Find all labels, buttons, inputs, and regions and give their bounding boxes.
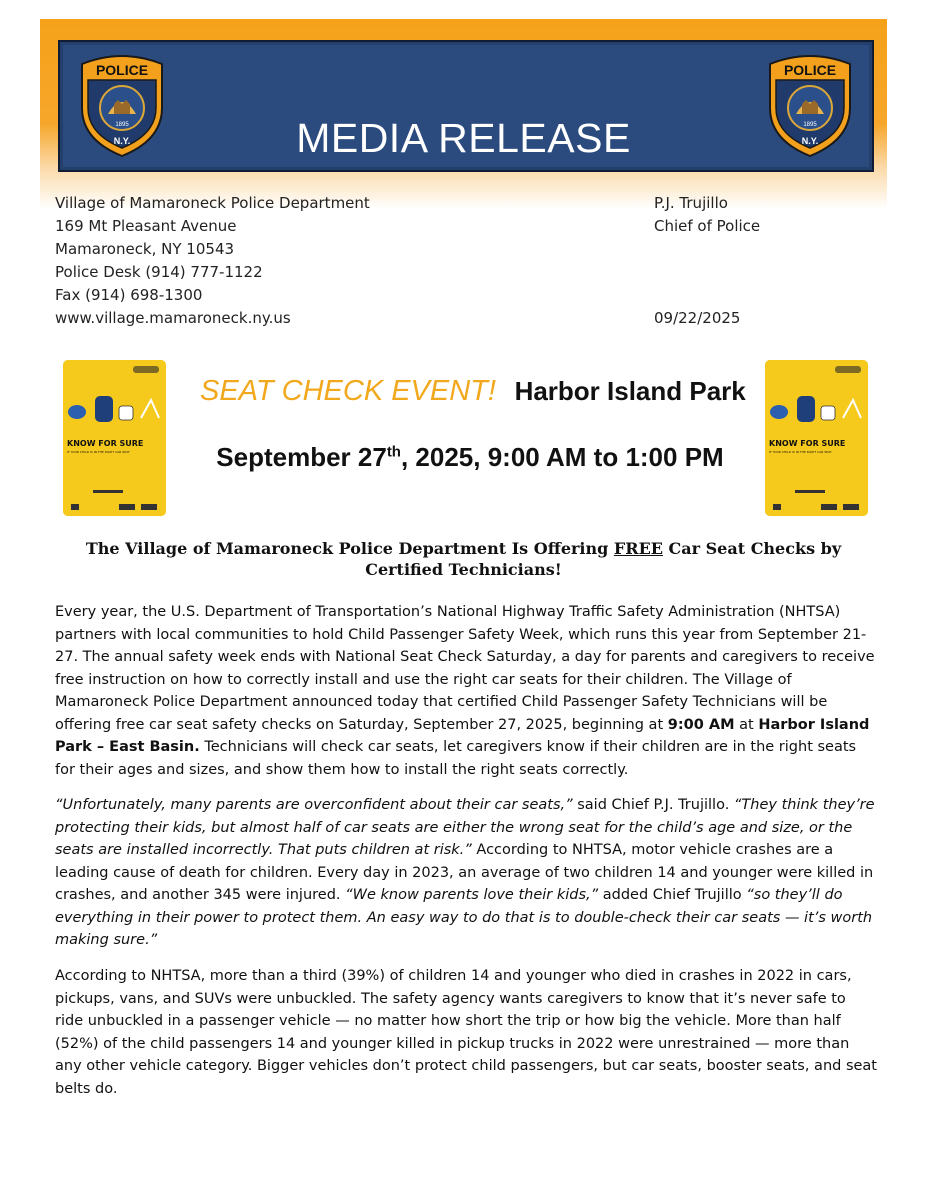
event-title-line <box>200 375 746 408</box>
contact-block <box>55 192 370 330</box>
badge-top-text: POLICE <box>95 62 149 78</box>
p2-quote-4: “so they’ll do everything in their power to protect them. An easy way to do that is to double-check their car seats — it’s worth making sure.” <box>55 887 873 948</box>
headline-text-1: The Village of Mamaroneck Police Department Is Offering <box>85 539 614 558</box>
police-badge-left <box>74 50 170 158</box>
p1-text-a: Every year, the U.S. Department of Transportation’s National Highway Traffic Safety Administration (NHTSA) partners with local communities to hold Child Passenger Safety Week, which runs this year from September 21-27. The annual safety week ends with National Seat Check Saturday, a day for parents and caregivers to receive free instruction on how to correctly install and use the right car seats for their children. The Village of Mamaroneck Police Department announced today that certified Child Passenger Safety Technicians will be offering free car seat safety checks on Saturday, September 27, 2025, beginning at <box>55 604 875 733</box>
car-seat-poster-right <box>765 360 868 516</box>
body-paragraph-1 <box>55 601 877 781</box>
event-location: Harbor Island Park <box>514 376 746 406</box>
police-desk-phone: Police Desk (914) 777-1122 <box>55 263 263 281</box>
badge-state-text: N.Y. <box>801 136 819 146</box>
p2-quote-1: “Unfortunately, many parents are overconfident about their car seats,” <box>55 797 573 813</box>
page-title: MEDIA RELEASE <box>296 115 631 161</box>
p2-quote-2: “They think they’re protecting their kids, but almost half of car seats are either the wrong seat for the child’s age and size, or the seats are installed incorrectly. That puts children at risk.” <box>55 797 875 858</box>
event-time: , 2025, 9:00 AM to 1:00 PM <box>400 442 724 472</box>
poster-subline: IF YOUR CHILD IS IN THE RIGHT CAR SEAT <box>769 450 832 454</box>
p1-text-b: at <box>734 716 759 733</box>
p2-text-3: added Chief Trujillo <box>598 887 747 903</box>
poster-subline: IF YOUR CHILD IS IN THE RIGHT CAR SEAT <box>67 450 130 454</box>
p1-start-time: 9:00 AM <box>667 716 735 733</box>
p2-quote-3: “We know parents love their kids,” <box>345 887 599 903</box>
badge-year-text: 1895 <box>803 122 817 128</box>
street-address: 169 Mt Pleasant Avenue <box>55 217 237 235</box>
chief-name: P.J. Trujillo <box>654 194 728 212</box>
chief-title: Chief of Police <box>654 217 761 235</box>
event-date: September 27 <box>216 442 387 472</box>
event-date-ordinal: th <box>386 443 401 461</box>
p2-text-2: According to NHTSA, motor vehicle crashes are a leading cause of death for children. Every day in 2023, an average of two children 14 and younger were killed in crashes, and another 345 were injured. <box>55 842 874 903</box>
city-state-zip: Mamaroneck, NY 10543 <box>55 240 235 258</box>
body-paragraph-3: According to NHTSA, more than a third (39%) of children 14 and younger who died in crashes in 2022 in cars, pickups, vans, and SUVs were unbuckled. The safety agency wants caregivers to know that it’s never safe to ride unbuckled in a passenger vehicle — no matter how short the trip or how big the vehicle. More than half (52%) of the child passengers 14 and younger killed in pickup trucks in 2022 were unrestrained — more than any other vehicle category. Bigger vehicles don’t protect child passengers, but car seats, booster seats, and seat belts do. <box>55 968 877 1097</box>
chief-block <box>654 192 760 238</box>
p2-text-1: said Chief P.J. Trujillo. <box>572 797 734 813</box>
body-paragraph-2 <box>55 794 877 952</box>
headline-text-2: Car Seat Checks by Certified Technicians! <box>365 539 842 579</box>
p1-text-c: Technicians will check car seats, let caregivers know if their children are in the right seats for their ages and sizes, and show them how to install the right seats correctly. <box>55 739 857 778</box>
badge-state-text: N.Y. <box>113 136 131 146</box>
release-date: 09/22/2025 <box>654 309 741 327</box>
poster-headline: KNOW FOR SURE <box>769 439 846 448</box>
event-name: SEAT CHECK EVENT! <box>200 375 496 407</box>
car-seat-poster-left <box>63 360 166 516</box>
badge-top-text: POLICE <box>783 62 837 78</box>
release-headline <box>70 538 857 580</box>
poster-headline: KNOW FOR SURE <box>67 439 144 448</box>
police-badge-right <box>762 50 858 158</box>
website-link[interactable]: www.village.mamaroneck.ny.us <box>55 309 291 327</box>
badge-year-text: 1895 <box>115 122 129 128</box>
fax-number: Fax (914) 698-1300 <box>55 286 203 304</box>
department-name: Village of Mamaroneck Police Department <box>55 194 370 212</box>
p1-location: Harbor Island Park – East Basin. <box>55 716 870 755</box>
event-date-line <box>190 442 750 473</box>
headline-free: FREE <box>613 539 663 558</box>
